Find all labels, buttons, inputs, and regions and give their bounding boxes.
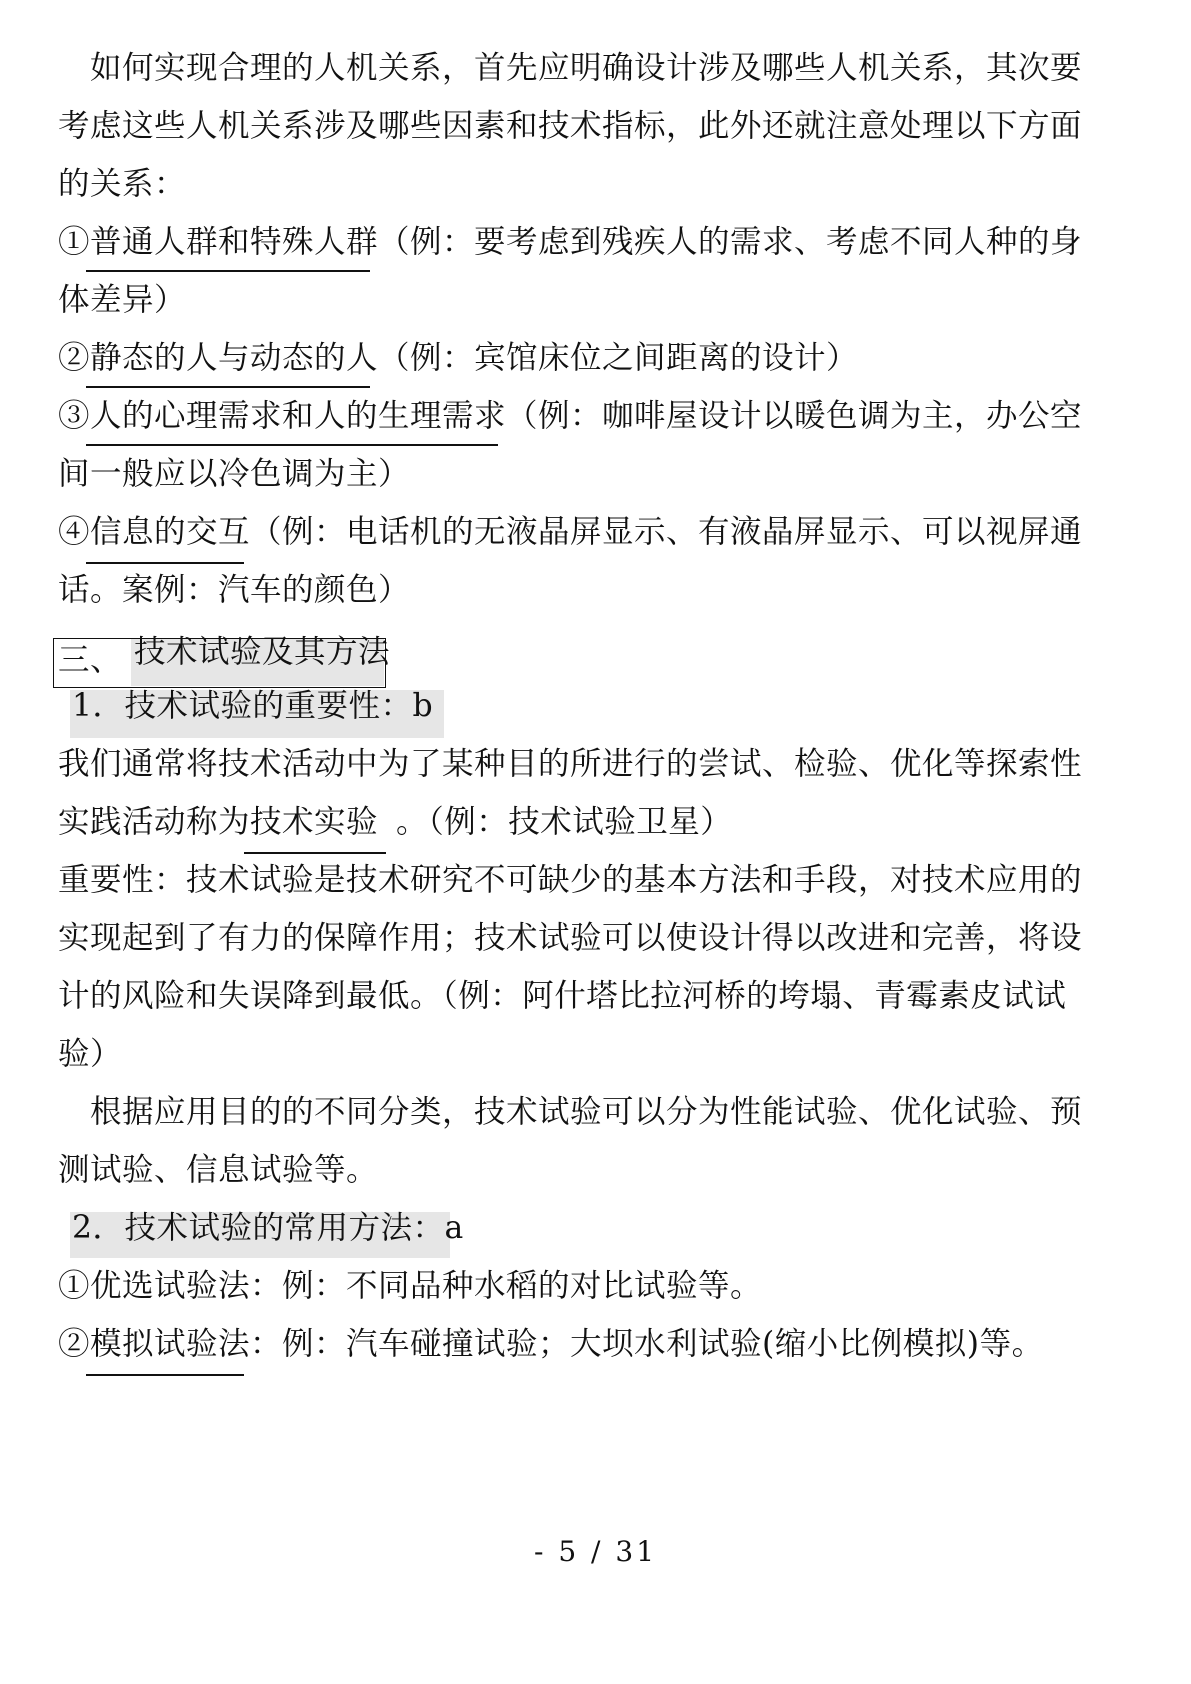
definition-suffix: 。（例：技术试验卫星） <box>396 804 733 840</box>
intro-line-1: 如何实现合理的人机关系，首先应明确设计涉及哪些人机关系，其次要 <box>58 50 1083 86</box>
method-item-2 <box>58 1324 1044 1364</box>
relation-detail: （例：宾馆床位之间距离的设计） <box>378 340 859 376</box>
section-title: 技术试验及其方法 <box>134 634 391 670</box>
underline <box>86 444 498 446</box>
subheading-2: 2．技术试验的常用方法：a <box>72 1210 464 1246</box>
intro-line-3: 的关系： <box>58 166 187 202</box>
relation-item-3-cont: 间一般应以冷色调为主） <box>58 456 411 492</box>
relation-term: ①普通人群和特殊人群 <box>58 224 379 260</box>
relation-item-4 <box>58 512 1082 552</box>
method-detail: ：例：不同品种水稻的对比试验等。 <box>250 1268 763 1304</box>
classify-line-1: 根据应用目的的不同分类，技术试验可以分为性能试验、优化试验、预 <box>58 1094 1083 1130</box>
relation-item-2 <box>58 338 858 378</box>
importance-line-4: 验） <box>58 1036 123 1072</box>
relation-term: ④信息的交互 <box>58 514 251 550</box>
relation-term: ②静态的人与动态的人 <box>58 340 379 376</box>
importance-line-3: 计的风险和失误降到最低。（例：阿什塔比拉河桥的垮塌、青霉素皮试试 <box>58 978 1067 1014</box>
underline <box>86 270 370 272</box>
method-detail: ：例：汽车碰撞试验；大坝水利试验(缩小比例模拟)等。 <box>250 1326 1044 1362</box>
subheading-1: 1．技术试验的重要性：b <box>72 688 434 724</box>
relation-detail: （例：咖啡屋设计以暖色调为主，办公空 <box>506 398 1083 434</box>
underline <box>86 1374 244 1376</box>
method-term: ②模拟试验法 <box>58 1326 251 1362</box>
relation-item-4-cont: 话。案例：汽车的颜色） <box>58 572 411 608</box>
relation-detail: （例：电话机的无液晶屏显示、有液晶屏显示、可以视屏通 <box>250 514 1083 550</box>
relation-item-1 <box>58 222 1082 262</box>
relation-term: ③人的心理需求和人的生理需求 <box>58 398 507 434</box>
importance-line-1: 重要性：技术试验是技术研究不可缺少的基本方法和手段，对技术应用的 <box>58 862 1083 898</box>
page-number: - 5 / 31 <box>533 1535 658 1568</box>
intro-line-2: 考虑这些人机关系涉及哪些因素和技术指标，此外还就注意处理以下方面 <box>58 108 1083 144</box>
classify-line-2: 测试验、信息试验等。 <box>58 1152 379 1188</box>
relation-item-1-cont: 体差异） <box>58 282 187 318</box>
method-term: ①优选试验法 <box>58 1268 251 1304</box>
section-number: 三、 <box>58 642 123 678</box>
importance-line-2: 实现起到了有力的保障作用；技术试验可以使设计得以改进和完善，将设 <box>58 920 1083 956</box>
definition-prefix: 实践活动称为 <box>58 804 251 840</box>
underline <box>86 562 244 564</box>
method-item-1 <box>58 1266 762 1306</box>
relation-detail: （例：要考虑到残疾人的需求、考虑不同人种的身 <box>378 224 1083 260</box>
relation-item-3 <box>58 396 1082 436</box>
definition-term: 技术实验 <box>250 804 379 840</box>
underline <box>86 386 370 388</box>
definition-line-2 <box>58 802 732 842</box>
definition-line-1: 我们通常将技术活动中为了某种目的所进行的尝试、检验、优化等探索性 <box>58 746 1083 782</box>
underline <box>244 852 386 854</box>
